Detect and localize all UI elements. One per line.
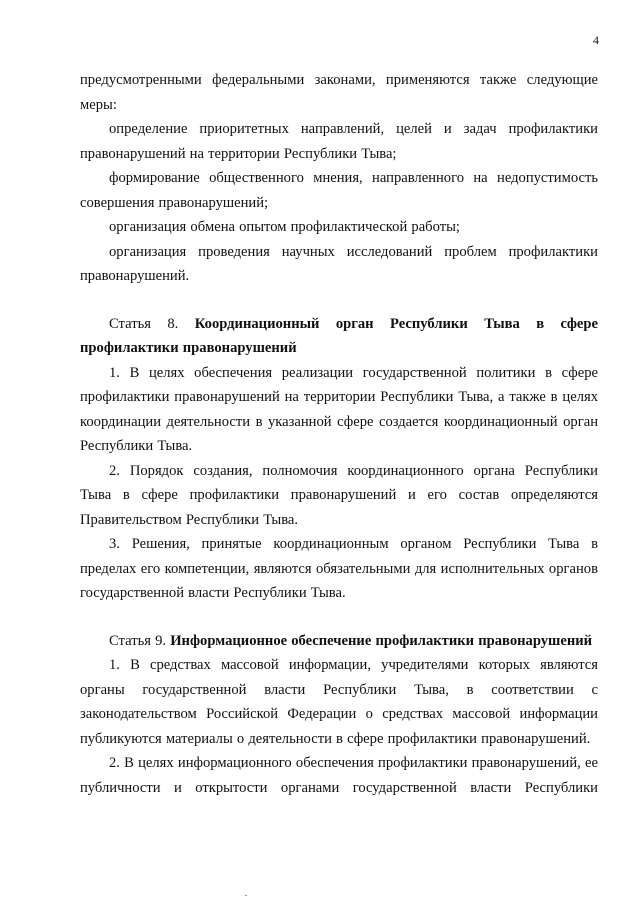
article-9-title: Информационное обеспечение профилактики правонарушений bbox=[170, 632, 593, 649]
document-body bbox=[80, 68, 598, 800]
section-gap bbox=[80, 606, 598, 629]
scan-mark bbox=[245, 895, 247, 896]
paragraph-measure-experience-exchange: организация обмена опытом профилактической работы; bbox=[109, 219, 460, 235]
article-8-title: Координационный орган Республики Тыва в сфере профилактики правонарушений bbox=[80, 315, 598, 356]
paragraph-measure-priorities: определение приоритетных направлений, целей и задач профилактики правонарушений на территории Республики Тыва; bbox=[80, 121, 598, 162]
article-8-item-3: 3. Решения, принятые координационным органом Республики Тыва в пределах его компетенции, являются обязательными для исполнительных органов государственной власти Республики Тыва. bbox=[80, 536, 598, 601]
article-8-heading bbox=[80, 312, 598, 361]
article-8-item-1: 1. В целях обеспечения реализации государственной политики в сфере профилактики правонарушений на территории Республики Тыва, а также в целях координации деятельности в указанной сфере создается координационный орган Республики Тыва. bbox=[80, 364, 598, 454]
section-gap bbox=[80, 289, 598, 312]
paragraph-measures-intro: предусмотренными федеральными законами, применяются также следующие меры: bbox=[80, 72, 598, 113]
paragraph-measure-research: организация проведения научных исследований проблем профилактики правонарушений. bbox=[80, 243, 598, 284]
page-number: 4 bbox=[593, 33, 599, 47]
article-8-prefix: Статья 8. bbox=[109, 315, 179, 332]
article-9-item-1: 1. В средствах массовой информации, учредителями которых являются органы государственной власти Республики Тыва, в соответствии с законодательством Российской Федерации о средствах массовой информации публикуются материалы о деятельности в сфере профилактики правонарушений. bbox=[80, 657, 598, 747]
article-9-prefix: Статья 9. bbox=[109, 632, 167, 649]
article-9-item-2: 2. В целях информационного обеспечения профилактики правонарушений, ее публичности и открытости органами государственной власти Республики bbox=[80, 755, 598, 796]
article-9-heading bbox=[80, 629, 598, 654]
paragraph-measure-public-opinion: формирование общественного мнения, направленного на недопустимость совершения правонарушений; bbox=[80, 170, 598, 211]
article-8-item-2: 2. Порядок создания, полномочия координационного органа Республики Тыва в сфере профилактики правонарушений и его состав определяются Правительством Республики Тыва. bbox=[80, 462, 598, 528]
